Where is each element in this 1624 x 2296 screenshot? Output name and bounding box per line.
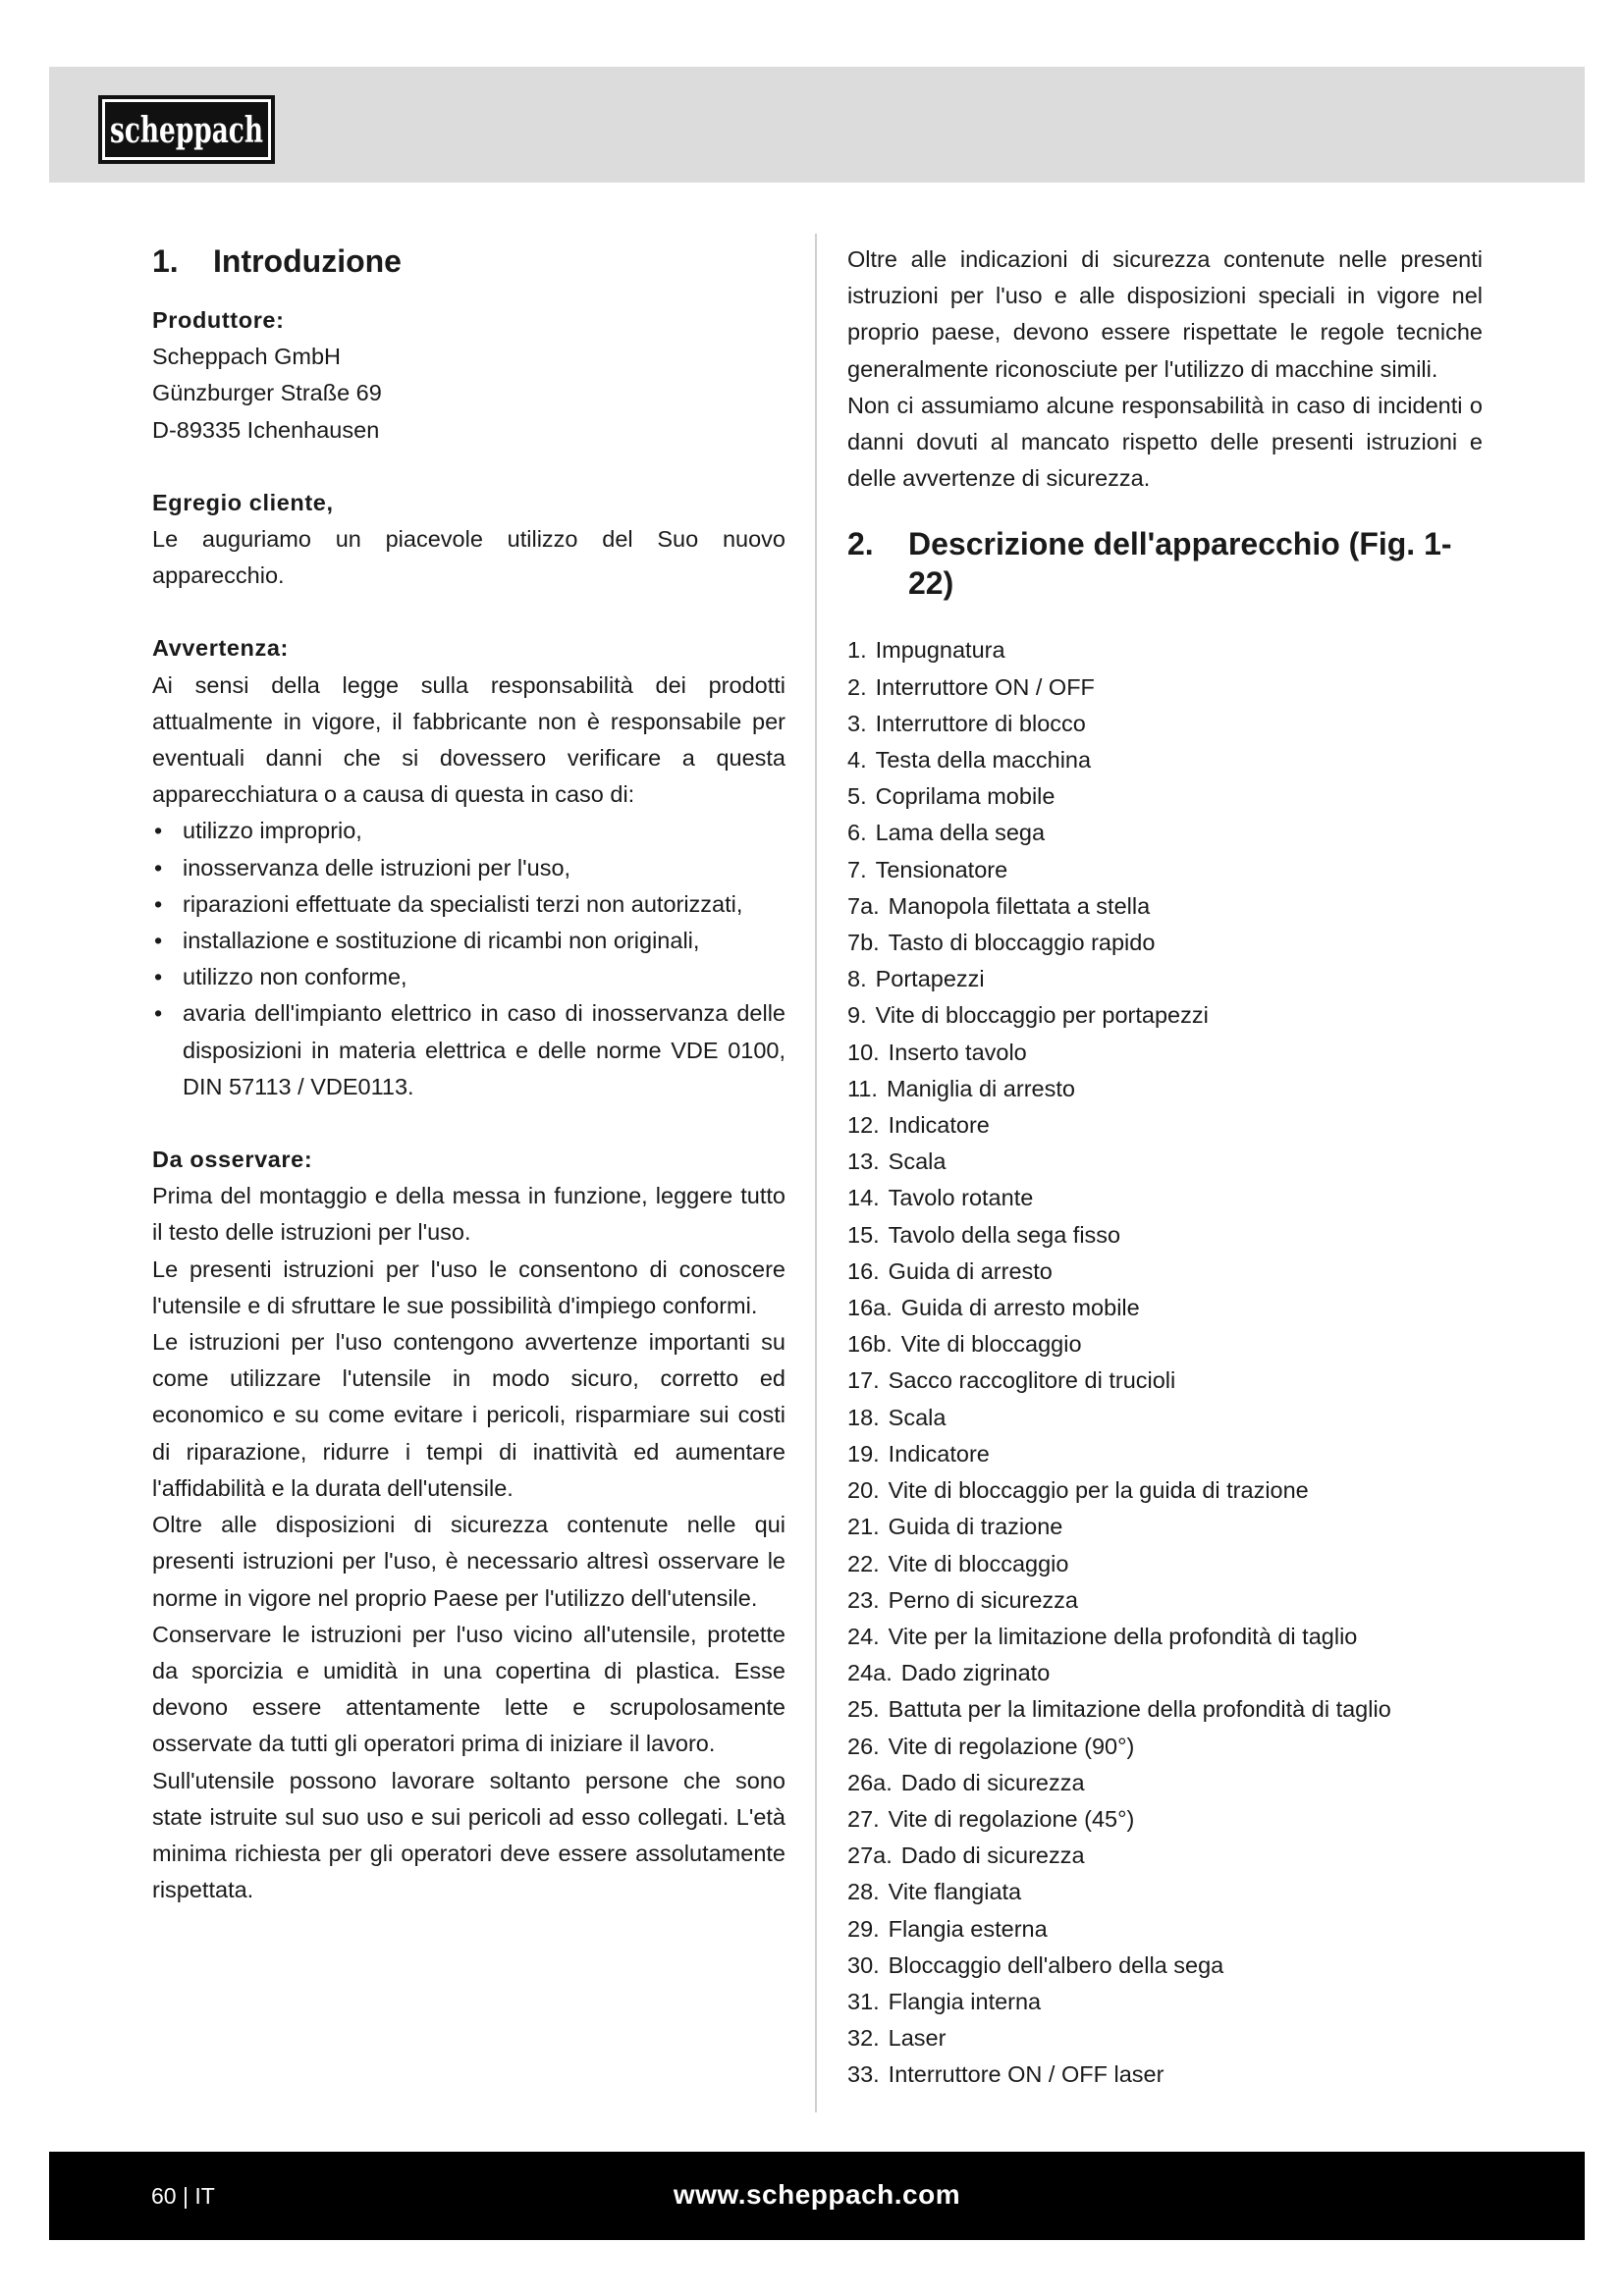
item-number: 6.: [847, 820, 867, 846]
list-item: [847, 925, 1483, 961]
item-number: 29.: [847, 1915, 880, 1942]
list-item: [847, 1765, 1483, 1801]
list-item: [847, 1691, 1483, 1728]
warning-block: [152, 630, 785, 1105]
item-number: 24a.: [847, 1660, 893, 1686]
item-label: Tensionatore: [875, 856, 1008, 882]
item-label: Testa della macchina: [875, 747, 1092, 774]
item-label: Interruttore ON / OFF: [875, 673, 1095, 700]
note-paragraph: Le istruzioni per l'uso contengono avvertenze importanti su come utilizzare l'utensile in modo sicuro, corretto ed economico e su come evitare i pericoli, risparmiare sui costi di riparazione, ridurre i tempi di inattività ed aumentare l'affidabilità e la durata dell'utensile.: [152, 1329, 785, 1501]
list-item: [847, 1217, 1483, 1254]
item-label: Coprilama mobile: [875, 783, 1056, 810]
item-label: Interruttore ON / OFF laser: [888, 2061, 1164, 2088]
item-number: 22.: [847, 1550, 880, 1576]
item-label: Dado di sicurezza: [900, 1769, 1085, 1795]
list-item: [847, 1436, 1483, 1472]
list-item: [847, 1071, 1483, 1107]
item-number: 9.: [847, 1002, 867, 1029]
logo-wordmark: [104, 101, 269, 158]
greeting-block: [152, 485, 785, 595]
list-item: [847, 778, 1483, 815]
list-item: [847, 1326, 1483, 1362]
item-label: Vite di bloccaggio: [888, 1550, 1069, 1576]
item-label: Guida di trazione: [888, 1514, 1063, 1540]
item-label: Dado zigrinato: [900, 1660, 1051, 1686]
note-paragraph: Sull'utensile possono lavorare soltanto persone che sono state istruite sul suo uso e sui pericoli ad esso collegati. L'età minima richiesta per gli operatori deve essere assolutamente rispettata.: [152, 1767, 785, 1903]
list-item: [847, 1838, 1483, 1874]
item-number: 31.: [847, 1988, 880, 2014]
item-label: Interruttore di blocco: [875, 710, 1086, 736]
item-number: 13.: [847, 1148, 880, 1175]
item-number: 19.: [847, 1440, 880, 1467]
continued-paragraph: Oltre alle indicazioni di sicurezza contenute nelle presenti istruzioni per l'uso e alle disposizioni speciali in vigore nel proprio paese, devono essere rispettate le regole tecniche generalmente riconosciute per l'utilizzo di macchine simili.: [847, 246, 1483, 382]
item-number: 7b.: [847, 930, 880, 956]
note-paragraph: Prima del montaggio e della messa in funzione, leggere tutto il testo delle istruzioni per l'uso.: [152, 1183, 785, 1246]
parts-list: [847, 632, 1483, 2093]
list-item: [847, 1911, 1483, 1948]
item-number: 27.: [847, 1805, 880, 1832]
scheppach-logo: [98, 95, 275, 164]
section-title: Descrizione dell'apparecchio (Fig. 1-22): [908, 526, 1452, 602]
item-number: 14.: [847, 1185, 880, 1211]
manufacturer-block: [152, 302, 785, 449]
list-item: [847, 1948, 1483, 1984]
list-item: • riparazioni effettuate da specialisti terzi non autorizzati,: [152, 886, 785, 923]
list-item: [847, 632, 1483, 668]
greeting-text: Le auguriamo un piacevole utilizzo del Suo nuovo apparecchio.: [152, 526, 785, 589]
item-label: Portapezzi: [875, 966, 985, 992]
item-number: 8.: [847, 966, 867, 992]
item-number: 4.: [847, 747, 867, 774]
list-item: • utilizzo non conforme,: [152, 959, 785, 995]
item-label: Flangia interna: [888, 1988, 1042, 2014]
item-label: Indicatore: [888, 1112, 990, 1139]
item-number: 30.: [847, 1951, 880, 1978]
website-link[interactable]: www.scheppach.com: [673, 2179, 961, 2210]
list-item: [847, 1290, 1483, 1326]
list-item: [847, 1400, 1483, 1436]
item-number: 20.: [847, 1477, 880, 1504]
list-item: [847, 1582, 1483, 1619]
warning-text: Ai sensi della legge sulla responsabilità dei prodotti attualmente in vigore, il fabbricante non è responsabile per eventuali danni che si dovessero verificare a questa apparecchiatura o a causa di questa in caso di:: [152, 671, 785, 808]
item-label: Vite di regolazione (90°): [888, 1733, 1135, 1759]
item-number: 7a.: [847, 892, 880, 919]
manufacturer-line: Scheppach GmbH: [152, 344, 342, 370]
list-item: • utilizzo improprio,: [152, 813, 785, 849]
list-item: [847, 1655, 1483, 1691]
item-number: 5.: [847, 783, 867, 810]
continued-paragraph: Non ci assumiamo alcune responsabilità in caso di incidenti o danni dovuti al mancato rispetto delle presenti istruzioni e delle avvertenze di sicurezza.: [847, 392, 1483, 492]
list-item: [847, 1984, 1483, 2020]
item-label: Tavolo rotante: [888, 1185, 1034, 1211]
item-label: Tavolo della sega fisso: [888, 1221, 1121, 1248]
manufacturer-line: D-89335 Ichenhausen: [152, 416, 380, 443]
section-number: 1.: [152, 243, 179, 279]
item-label: Vite di regolazione (45°): [888, 1805, 1135, 1832]
section-number: 2.: [847, 526, 874, 562]
list-item: [847, 1254, 1483, 1290]
footer-band: [49, 2152, 1585, 2240]
list-item: • avaria dell'impianto elettrico in caso di inosservanza delle disposizioni in materia elettrica e delle norme VDE 0100, DIN 57113 / VDE0113.: [152, 995, 785, 1105]
warning-label: Avvertenza:: [152, 635, 289, 662]
item-label: Vite per la limitazione della profondità di taglio: [888, 1623, 1358, 1649]
item-number: 24.: [847, 1623, 880, 1649]
note-label: Da osservare:: [152, 1147, 313, 1173]
list-item: [847, 852, 1483, 888]
item-label: Bloccaggio dell'albero della sega: [888, 1951, 1224, 1978]
list-item: [847, 1472, 1483, 1509]
item-label: Inserto tavolo: [888, 1039, 1027, 1065]
item-label: Indicatore: [888, 1440, 990, 1467]
list-item: [847, 961, 1483, 997]
item-label: Impugnatura: [875, 637, 1005, 664]
list-item: [847, 1801, 1483, 1838]
list-item: [847, 2056, 1483, 2093]
item-label: Sacco raccoglitore di trucioli: [888, 1367, 1176, 1394]
list-item: [847, 1107, 1483, 1144]
item-number: 7.: [847, 856, 867, 882]
item-number: 27a.: [847, 1842, 893, 1869]
item-number: 12.: [847, 1112, 880, 1139]
item-label: Perno di sicurezza: [888, 1586, 1078, 1613]
item-number: 15.: [847, 1221, 880, 1248]
item-label: Vite di bloccaggio per la guida di trazione: [888, 1477, 1309, 1504]
item-label: Lama della sega: [875, 820, 1046, 846]
section-title: Introduzione: [213, 243, 402, 279]
item-number: 1.: [847, 637, 867, 664]
note-block: [152, 1142, 785, 1908]
list-item: [847, 669, 1483, 706]
item-label: Guida di arresto mobile: [900, 1295, 1140, 1321]
note-paragraph: Le presenti istruzioni per l'uso le consentono di conoscere l'utensile e di sfruttare le sue possibilità d'impiego conformi.: [152, 1255, 785, 1318]
item-number: 21.: [847, 1514, 880, 1540]
list-item: [847, 1729, 1483, 1765]
item-number: 33.: [847, 2061, 880, 2088]
item-number: 32.: [847, 2025, 880, 2052]
item-number: 10.: [847, 1039, 880, 1065]
note-paragraph: Conservare le istruzioni per l'uso vicino all'utensile, protette da sporcizia e umidità in una copertina di plastica. Esse devono essere attentamente lette e scrupolosamente osservate da tutti gli operatori prima di iniziare il lavoro.: [152, 1621, 785, 1757]
list-item: [847, 706, 1483, 742]
page-number: 60 | IT: [151, 2183, 215, 2209]
item-label: Laser: [888, 2025, 947, 2052]
list-item: • installazione e sostituzione di ricambi non originali,: [152, 923, 785, 959]
header-band: [49, 67, 1585, 183]
section-1-heading: [152, 241, 785, 281]
item-number: 16.: [847, 1257, 880, 1284]
item-label: Guida di arresto: [888, 1257, 1053, 1284]
item-number: 18.: [847, 1404, 880, 1430]
item-number: 26.: [847, 1733, 880, 1759]
list-item: [847, 997, 1483, 1034]
item-number: 25.: [847, 1696, 880, 1723]
list-item: [847, 1035, 1483, 1071]
item-label: Scala: [888, 1148, 947, 1175]
note-paragraph: Oltre alle disposizioni di sicurezza contenute nelle qui presenti istruzioni per l'uso, è necessario altresì osservare le norme in vigore nel proprio Paese per l'utilizzo dell'utensile.: [152, 1512, 785, 1611]
list-item: [847, 742, 1483, 778]
list-item: [847, 1874, 1483, 1910]
greeting-label: Egregio cliente,: [152, 489, 334, 515]
item-label: Dado di sicurezza: [900, 1842, 1085, 1869]
item-number: 16b.: [847, 1331, 893, 1358]
item-label: Manopola filettata a stella: [888, 892, 1151, 919]
item-label: Scala: [888, 1404, 947, 1430]
item-number: 17.: [847, 1367, 880, 1394]
list-item: [847, 815, 1483, 851]
list-item: [847, 1362, 1483, 1399]
list-item: [847, 888, 1483, 925]
item-number: 11.: [847, 1075, 878, 1101]
list-item: [847, 1144, 1483, 1180]
section-2-heading: [847, 524, 1483, 603]
item-number: 2.: [847, 673, 867, 700]
list-item: • inosservanza delle istruzioni per l'uso,: [152, 850, 785, 886]
list-item: [847, 1619, 1483, 1655]
list-item: [847, 1509, 1483, 1545]
manufacturer-line: Günzburger Straße 69: [152, 380, 382, 406]
list-item: [847, 2020, 1483, 2056]
warning-list: [152, 813, 785, 1105]
item-number: 26a.: [847, 1769, 893, 1795]
item-number: 23.: [847, 1586, 880, 1613]
list-item: [847, 1546, 1483, 1582]
list-item: [847, 1180, 1483, 1216]
item-label: Vite flangiata: [888, 1879, 1022, 1905]
logo-text: scheppach: [110, 110, 263, 151]
left-column: [152, 241, 785, 1908]
item-label: Tasto di bloccaggio rapido: [888, 930, 1156, 956]
item-number: 16a.: [847, 1295, 893, 1321]
item-label: Battuta per la limitazione della profondità di taglio: [888, 1696, 1391, 1723]
right-column: [847, 241, 1483, 2094]
item-label: Flangia esterna: [888, 1915, 1048, 1942]
item-label: Vite di bloccaggio per portapezzi: [875, 1002, 1209, 1029]
item-label: Vite di bloccaggio: [900, 1331, 1082, 1358]
column-divider: [815, 234, 817, 2112]
item-number: 28.: [847, 1879, 880, 1905]
item-label: Maniglia di arresto: [886, 1075, 1075, 1101]
manufacturer-label: Produttore:: [152, 307, 285, 333]
item-number: 3.: [847, 710, 867, 736]
